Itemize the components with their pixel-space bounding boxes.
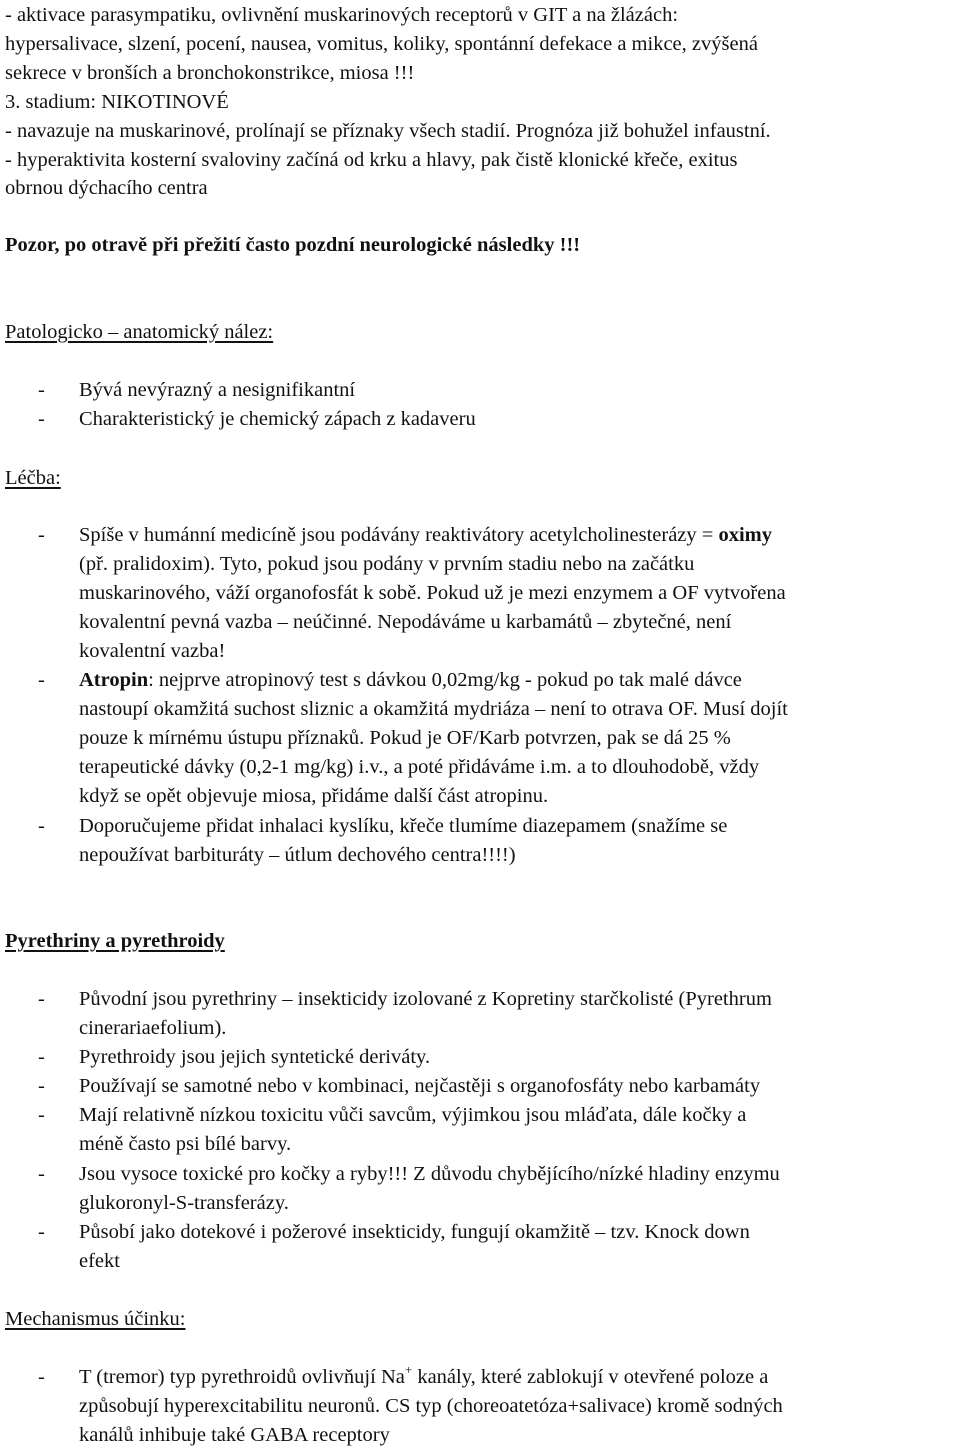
oximy-bold: oximy bbox=[718, 524, 772, 546]
bullet-dash: - bbox=[38, 815, 45, 837]
list-item-line: cinerariaefolium). bbox=[79, 1017, 227, 1039]
list-item-line: Původní jsou pyrethriny – insekticidy izolované z Kopretiny starčkolisté (Pyrethrum bbox=[79, 988, 772, 1010]
bullet-dash: - bbox=[38, 1075, 45, 1097]
bullet-dash: - bbox=[38, 1104, 45, 1126]
list-item: Bývá nevýrazný a nesignifikantní bbox=[79, 379, 356, 401]
list-item-line: pouze k mírnému ústupu příznaků. Pokud je OF/Karb potvrzen, pak se dá 25 % bbox=[79, 727, 731, 749]
list-item-line bbox=[79, 668, 742, 692]
list-item-line: Mají relativně nízkou toxicitu vůči savcům, výjimkou jsou mláďata, dále kočky a bbox=[79, 1104, 747, 1126]
bullet-dash: - bbox=[38, 408, 45, 430]
bullet-dash: - bbox=[38, 1163, 45, 1185]
list-item-line: méně často psi bílé barvy. bbox=[79, 1133, 292, 1155]
text-span: : nejprve atropinový test s dávkou 0,02mg/kg - pokud po tak malé dávce bbox=[148, 669, 742, 691]
text-span: Spíše v humánní medicíně jsou podávány reaktivátory acetylcholinesterázy = bbox=[79, 524, 719, 546]
list-item-line bbox=[79, 523, 772, 547]
text-line: obrnou dýchacího centra bbox=[5, 177, 208, 199]
list-item-line: když se opět objevuje miosa, přidáme další část atropinu. bbox=[79, 785, 549, 807]
list-item-line: kanálů inhibuje také GABA receptory bbox=[79, 1424, 390, 1446]
section-heading-treatment: Léčba: bbox=[5, 467, 61, 489]
bullet-dash: - bbox=[38, 524, 45, 546]
warning-text: Pozor, po otravě při přežití často pozdní neurologické následky !!! bbox=[5, 234, 581, 256]
list-item-line bbox=[79, 1362, 769, 1389]
text-line: - hyperaktivita kosterní svaloviny začíná od krku a hlavy, pak čistě klonické křeče, exitus bbox=[5, 149, 738, 171]
list-item-line: kovalentní vazba! bbox=[79, 640, 226, 662]
list-item-line: (př. pralidoxim). Tyto, pokud jsou podány v prvním stadiu nebo na začátku bbox=[79, 553, 695, 575]
bullet-dash: - bbox=[38, 1366, 45, 1388]
list-item-line: Doporučujeme přidat inhalaci kyslíku, křeče tlumíme diazepamem (snažíme se bbox=[79, 815, 728, 837]
text-span: T (tremor) typ pyrethroidů ovlivňují Na bbox=[79, 1366, 405, 1388]
list-item-line: Jsou vysoce toxické pro kočky a ryby!!! Z důvodu chybějícího/nízké hladiny enzymu bbox=[79, 1163, 780, 1185]
bullet-dash: - bbox=[38, 988, 45, 1010]
list-item: Charakteristický je chemický zápach z kadaveru bbox=[79, 408, 476, 430]
list-item-line: Působí jako dotekové i požerové insekticidy, fungují okamžitě – tzv. Knock down bbox=[79, 1221, 750, 1243]
list-item-line: nastoupí okamžitá suchost sliznic a okamžitá mydriáza – není to otrava OF. Musí dojít bbox=[79, 698, 788, 720]
superscript-plus: + bbox=[404, 1362, 413, 1377]
section-heading-pathology: Patologicko – anatomický nález: bbox=[5, 321, 274, 343]
text-line: hypersalivace, slzení, pocení, nausea, vomitus, koliky, spontánní defekace a mikce, zvýšená bbox=[5, 33, 758, 55]
bullet-dash: - bbox=[38, 1221, 45, 1243]
list-item-line: terapeutické dávky (0,2-1 mg/kg) i.v., a poté přidáváme i.m. a to dlouhodobě, vždy bbox=[79, 756, 760, 778]
list-item-line: kovalentní pevná vazba – neúčinné. Nepodáváme u karbamátů – zbytečné, není bbox=[79, 611, 732, 633]
bullet-dash: - bbox=[38, 1046, 45, 1068]
atropin-bold: Atropin bbox=[79, 669, 149, 691]
text-span: kanály, které zablokují v otevřené poloze a bbox=[412, 1366, 769, 1388]
bullet-dash: - bbox=[38, 379, 45, 401]
list-item-line: Pyrethroidy jsou jejich syntetické deriváty. bbox=[79, 1046, 431, 1068]
section-heading-mechanism: Mechanismus účinku: bbox=[5, 1308, 186, 1330]
list-item-line: způsobují hyperexcitabilitu neuronů. CS typ (choreoatetóza+salivace) kromě sodných bbox=[79, 1395, 783, 1417]
list-item-line: nepoužívat barbituráty – útlum dechového centra!!!!) bbox=[79, 844, 516, 866]
list-item-line: muskarinového, váží organofosfát k sobě. Pokud už je mezi enzymem a OF vytvořena bbox=[79, 582, 786, 604]
text-line: 3. stadium: NIKOTINOVÉ bbox=[5, 91, 229, 113]
list-item-line: glukoronyl-S-transferázy. bbox=[79, 1192, 289, 1214]
text-line: - navazuje na muskarinové, prolínají se příznaky všech stadií. Prognóza již bohužel infaustní. bbox=[5, 120, 771, 142]
text-line: - aktivace parasympatiku, ovlivnění muskarinových receptorů v GIT a na žlázách: bbox=[5, 4, 679, 26]
list-item-line: Používají se samotné nebo v kombinaci, nejčastěji s organofosfáty nebo karbamáty bbox=[79, 1075, 761, 1097]
text-line: sekrece v bronších a bronchokonstrikce, miosa !!! bbox=[5, 62, 415, 84]
bullet-dash: - bbox=[38, 669, 45, 691]
section-heading-pyrethrins: Pyrethriny a pyrethroidy bbox=[5, 930, 225, 952]
list-item-line: efekt bbox=[79, 1250, 120, 1272]
